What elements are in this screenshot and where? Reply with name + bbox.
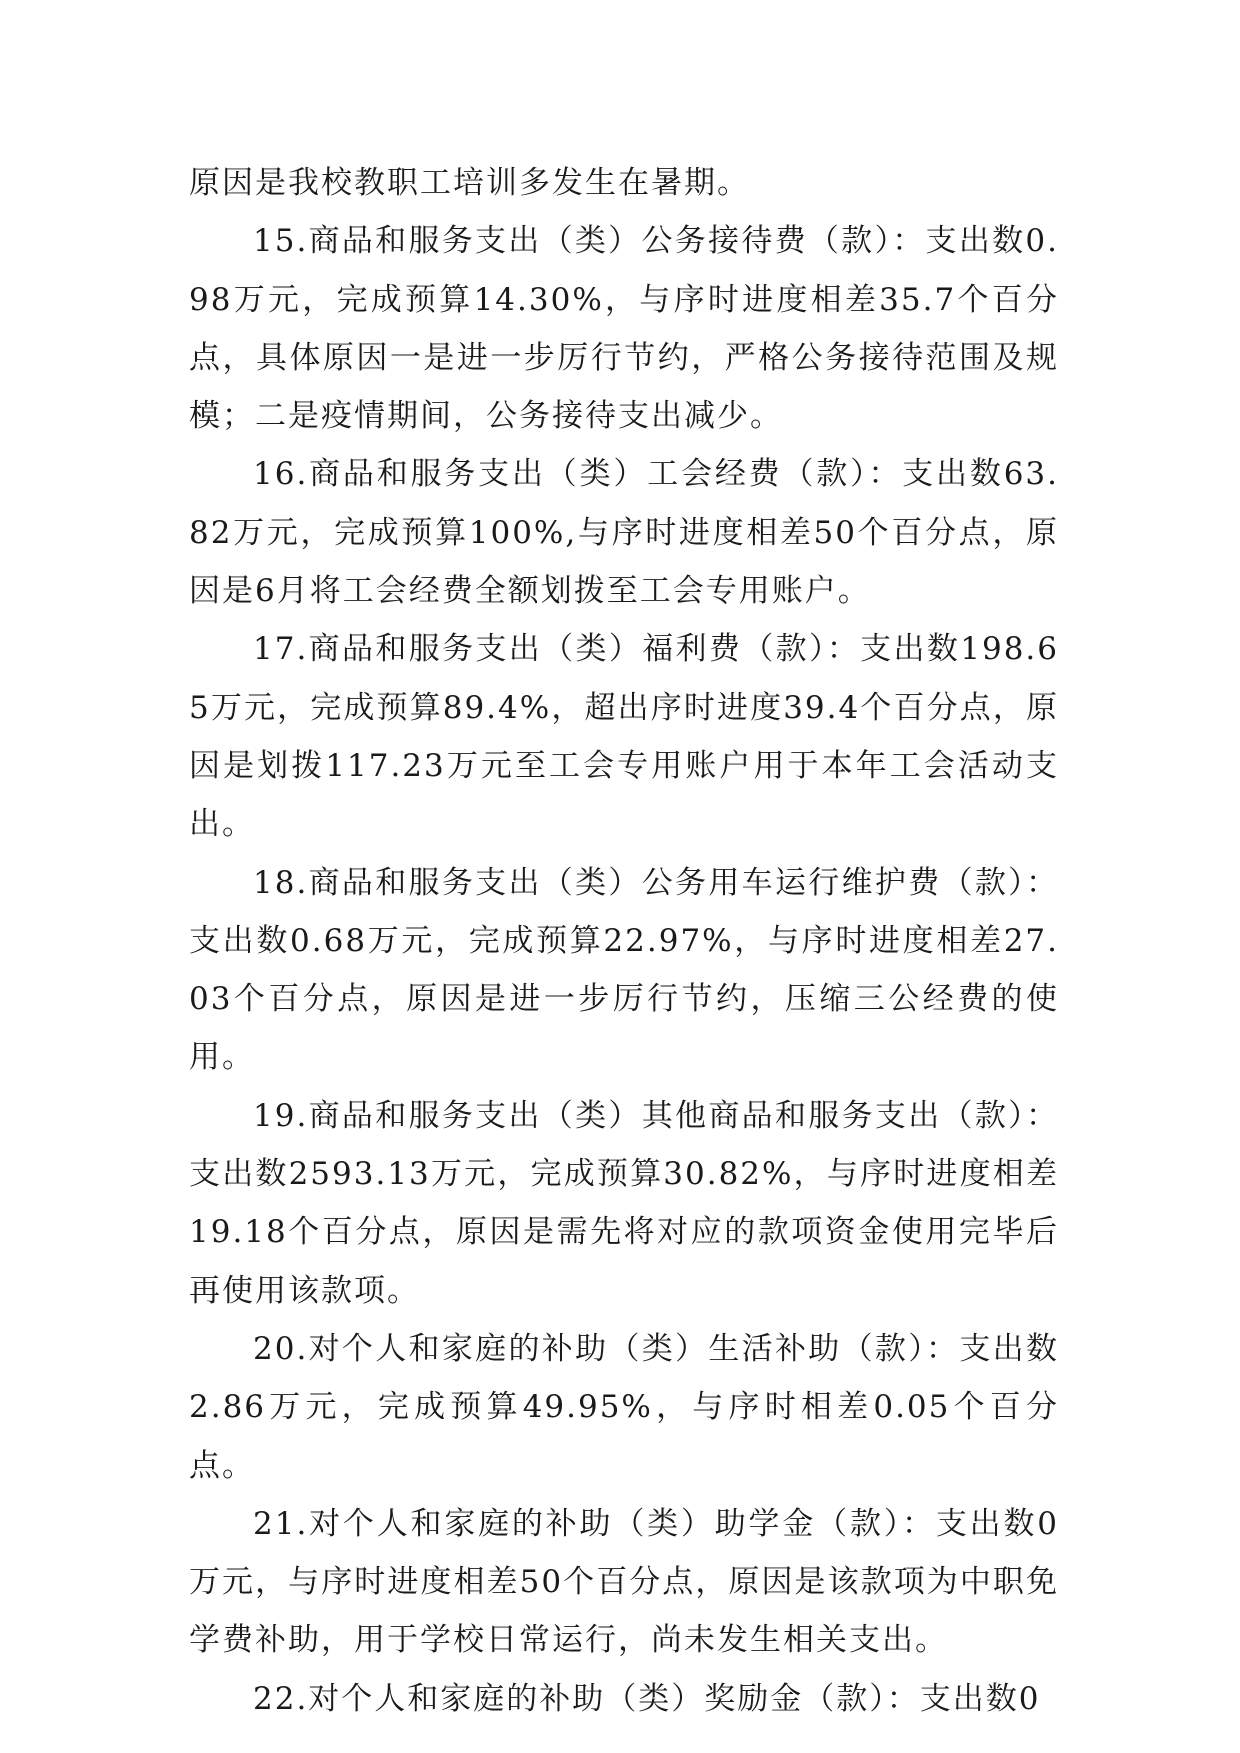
paragraph-item-19: 19.商品和服务支出（类）其他商品和服务支出（款）：支出数2593.13万元，完成预算30.82%，与序时进度相差19.18个百分点，原因是需先将对应的款项资金使用完毕后再使用该款项。 bbox=[189, 1097, 1059, 1309]
paragraph-item-16: 16.商品和服务支出（类）工会经费（款）：支出数63.82万元，完成预算100%,与序时进度相差50个百分点，原因是6月将工会经费全额划拨至工会专用账户。 bbox=[189, 456, 1059, 610]
paragraph-item-17: 17.商品和服务支出（类）福利费（款）：支出数198.65万元，完成预算89.4%，超出序时进度39.4个百分点，原因是划拨117.23万元至工会专用账户用于本年工会活动支出。 bbox=[189, 631, 1059, 843]
paragraph-item-20: 20.对个人和家庭的补助（类）生活补助（款）：支出数2.86万元，完成预算49.95%，与序时相差0.05个百分点。 bbox=[189, 1330, 1059, 1484]
paragraph-item-22: 22.对个人和家庭的补助（类）奖励金（款）：支出数0 bbox=[253, 1680, 1041, 1717]
paragraph-item-21: 21.对个人和家庭的补助（类）助学金（款）：支出数0万元，与序时进度相差50个百分点，原因是该款项为中职免学费补助，用于学校日常运行，尚未发生相关支出。 bbox=[189, 1505, 1059, 1659]
paragraph-item-18: 18.商品和服务支出（类）公务用车运行维护费（款）：支出数0.68万元，完成预算22.97%，与序时进度相差27.03个百分点，原因是进一步厉行节约，压缩三公经费的使用。 bbox=[189, 864, 1059, 1076]
paragraph-continuation: 原因是我校教职工培训多发生在暑期。 bbox=[189, 165, 750, 201]
paragraph-item-15: 15.商品和服务支出（类）公务接待费（款）：支出数0.98万元，完成预算14.30%，与序时进度相差35.7个百分点，具体原因一是进一步厉行节约，严格公务接待范围及规模；二是疫情期间，公务接待支出减少。 bbox=[189, 223, 1059, 435]
document-body bbox=[189, 154, 1059, 1728]
